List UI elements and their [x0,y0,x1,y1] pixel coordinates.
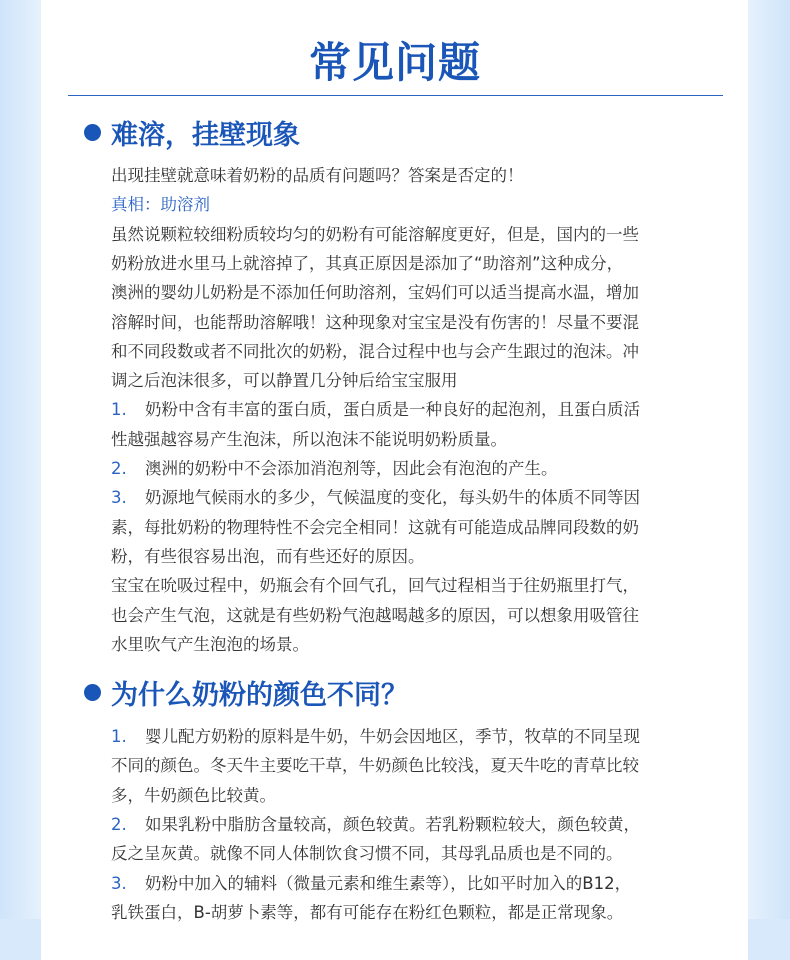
list-number: 2. [111,814,127,834]
list-item-text: 奶粉中加入的辅料（微量元素和维生素等），比如平时加入的B12， [145,873,632,893]
section-heading [84,674,408,710]
paragraph-line: 真相：助溶剂 [111,195,210,215]
list-item-text: 奶源地气候雨水的多少，气候温度的变化，每头奶牛的体质不同等因 [145,488,640,508]
paragraph-line: 多，牛奶颜色比较黄。 [111,785,276,805]
paragraph-line: 反之呈灰黄。就像不同人体制饮食习惯不同，其母乳品质也是不同的。 [111,844,623,864]
paragraph-line [111,810,640,839]
paragraph-line: 和不同段数或者不同批次的奶粉，混合过程中也与会产生跟过的泡沫。冲 [111,341,639,361]
paragraph-line [111,395,640,424]
paragraph-line: 澳洲的婴幼儿奶粉是不添加任何助溶剂，宝妈们可以适当提高水温，增加 [111,283,639,303]
paragraph-line: 宝宝在吮吸过程中，奶瓶会有个回气孔，回气过程相当于往奶瓶里打气， [111,576,639,596]
paragraph-line: 乳铁蛋白，B-胡萝卜素等，都有可能存在粉红色颗粒，都是正常现象。 [111,902,624,922]
paragraph-line: 性越强越容易产生泡沫，所以泡沫不能说明奶粉质量。 [111,429,507,449]
list-number: 2. [111,459,127,478]
paragraph-line: 不同的颜色。冬天牛主要吃干草，牛奶颜色比较浅，夏天牛吃的青草比较 [111,756,639,776]
paragraph-line: 也会产生气泡，这就是有些奶粉气泡越喝越多的原因，可以想象用吸管往 [111,605,639,625]
paragraph-line: 调之后泡沫很多，可以静置几分钟后给宝宝服用 [111,371,458,391]
bullet-dot-icon [84,124,101,141]
paragraph-line: 出现挂壁就意味着奶粉的品质有问题吗？答案是否定的！ [111,166,524,185]
section-title: 难溶，挂壁现象 [111,119,300,151]
bullet-dot-icon [84,684,101,701]
section-title: 为什么奶粉的颜色不同？ [111,679,408,711]
list-item-text: 澳洲的奶粉中不会添加消泡剂等，因此会有泡泡的产生。 [145,459,558,478]
list-item-text: 奶粉中含有丰富的蛋白质，蛋白质是一种良好的起泡剂，且蛋白质活 [145,400,640,420]
paragraph-line [111,454,558,483]
paragraph-line [111,869,631,898]
paragraph-line: 素，每批奶粉的物理特性不会完全相同！这就有可能造成品牌同段数的奶 [111,517,639,537]
page-title: 常见问题 [308,38,481,87]
list-item-text: 如果乳粉中脂肪含量较高，颜色较黄。若乳粉颗粒较大，颜色较黄， [145,814,640,834]
list-number: 1. [111,727,127,746]
paragraph-line [111,722,640,751]
list-number: 1. [111,400,127,420]
paragraph-line: 奶粉放进水里马上就溶掉了，其真正原因是添加了“助溶剂”这种成分， [111,253,624,273]
title-divider [68,95,723,96]
paragraph-line [111,483,640,512]
list-number: 3. [111,488,127,508]
paragraph-line: 水里吹气产生泡泡的场景。 [111,634,309,654]
paragraph-line: 溶解时间，也能帮助溶解哦！这种现象对宝宝是没有伤害的！尽量不要混 [111,312,639,332]
list-item-text: 婴儿配方奶粉的原料是牛奶，牛奶会因地区，季节，牧草的不同呈现 [145,727,640,746]
section-heading [84,114,300,150]
paragraph-line: 虽然说颗粒较细粉质较均匀的奶粉有可能溶解度更好，但是，国内的一些 [111,224,639,244]
paragraph-line: 粉，有些很容易出泡，而有些还好的原因。 [111,546,425,566]
list-number: 3. [111,873,127,893]
